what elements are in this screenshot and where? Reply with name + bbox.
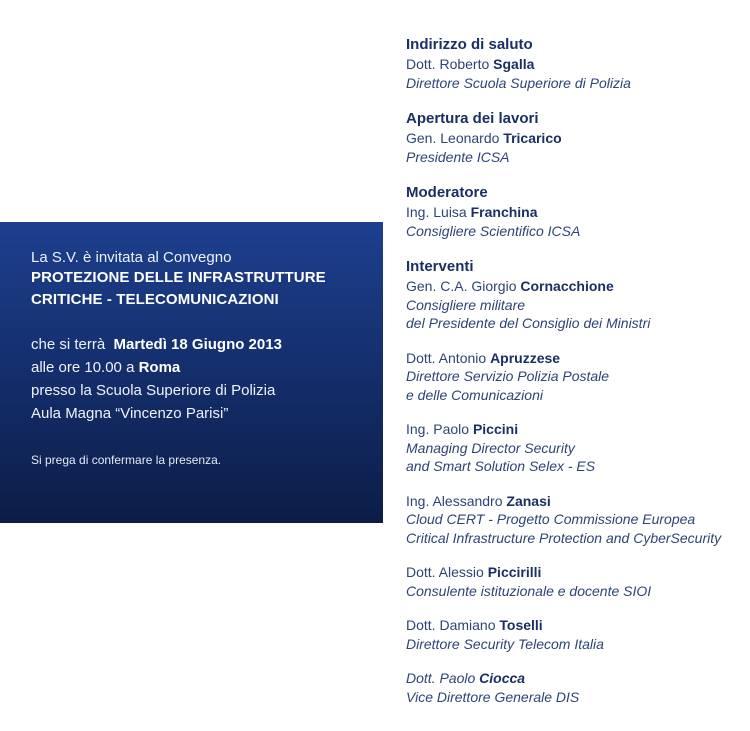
event-time-line: [31, 356, 383, 379]
speaker-title: Ing. Luisa: [406, 204, 467, 220]
speaker-surname: Apruzzese: [490, 349, 561, 366]
speaker-title: Gen. C.A. Giorgio: [406, 278, 517, 294]
invitation-panel: [0, 222, 383, 523]
speaker-title: Ing. Alessandro: [406, 492, 503, 509]
speaker-role: Direttore Servizio Polizia Postale: [406, 368, 610, 384]
speaker-role: Presidente ICSA: [406, 148, 510, 165]
speaker-item: [406, 277, 746, 333]
speaker-item: [406, 349, 746, 405]
speaker-title: Ing. Paolo: [406, 421, 470, 437]
speaker-surname: Zanasi: [506, 492, 551, 509]
talks-heading: Interventi: [406, 258, 474, 275]
opening-heading: Apertura dei lavori: [406, 110, 539, 127]
speaker-surname: Sgalla: [493, 56, 535, 72]
speaker-surname: Piccini: [472, 421, 519, 437]
speaker-surname: Toselli: [499, 617, 543, 633]
greeting-heading: Indirizzo di saluto: [406, 36, 533, 53]
speaker-role-continued: del Presidente del Consiglio dei Ministri: [406, 315, 651, 331]
speaker-role: Consulente istituzionale e docente SIOI: [406, 582, 652, 599]
speaker-title: Dott. Antonio: [406, 349, 487, 366]
speaker-role: Consigliere Scientifico ICSA: [406, 222, 581, 239]
talks-section: [406, 256, 746, 706]
speaker-role: Consigliere militare: [406, 296, 526, 313]
speaker-name: [406, 420, 746, 439]
conference-title-line1: PROTEZIONE DELLE INFRASTRUTTURE: [31, 269, 326, 286]
speaker-role-continued: and Smart Solution Selex - ES: [406, 458, 596, 474]
speaker-title: Dott. Paolo: [406, 670, 476, 686]
moderator-speaker: [406, 203, 746, 222]
time-prefix: alle ore 10.00 a: [31, 359, 135, 376]
speaker-role-continued: Critical Infrastructure Protection and CyberSecurity: [406, 529, 722, 546]
speaker-title: Dott. Damiano: [406, 617, 496, 633]
speaker-title: Gen. Leonardo: [406, 130, 500, 146]
speaker-name: [406, 669, 746, 688]
program-list: [406, 34, 746, 722]
speaker-surname: Piccirilli: [487, 564, 542, 580]
speaker-item: [406, 616, 746, 653]
speaker-name: [406, 277, 746, 296]
conference-title: [31, 267, 383, 311]
moderator-heading: Moderatore: [406, 184, 488, 201]
speaker-surname: Cornacchione: [520, 278, 614, 294]
greeting-speaker: [406, 55, 746, 74]
rsvp-note: Si prega di confermare la presenza.: [31, 453, 222, 467]
event-details: [31, 333, 383, 425]
speaker-name: [406, 563, 746, 582]
invitation-intro: La S.V. è invitata al Convegno: [31, 249, 232, 266]
date-prefix: che si terrà: [31, 336, 106, 353]
event-room: Aula Magna “Vincenzo Parisi”: [31, 405, 229, 422]
event-date-line: [31, 333, 383, 356]
speaker-role: Cloud CERT - Progetto Commissione Europea: [406, 511, 696, 527]
speaker-surname: Franchina: [470, 204, 538, 220]
event-venue: presso la Scuola Superiore di Polizia: [31, 382, 276, 399]
moderator-section: [406, 182, 746, 240]
speaker-name: [406, 616, 746, 635]
speaker-item: [406, 492, 746, 548]
speaker-item: [406, 669, 746, 706]
speaker-role-continued: e delle Comunicazioni: [406, 386, 543, 403]
speaker-role: Managing Director Security: [406, 439, 575, 456]
speaker-item: [406, 563, 746, 600]
speaker-name: [406, 492, 746, 511]
opening-section: [406, 108, 746, 166]
speaker-surname: Tricarico: [503, 130, 562, 146]
event-city: Roma: [138, 359, 181, 376]
speaker-surname: Ciocca: [479, 670, 526, 686]
speaker-title: Dott. Alessio: [406, 564, 484, 580]
speaker-role: Direttore Security Telecom Italia: [406, 635, 604, 652]
speaker-item: [406, 420, 746, 476]
speaker-role: Direttore Scuola Superiore di Polizia: [406, 74, 631, 91]
event-date: Martedì 18 Giugno 2013: [113, 336, 282, 353]
greeting-section: [406, 34, 746, 92]
speaker-title: Dott. Roberto: [406, 56, 490, 72]
speaker-name: [406, 349, 746, 368]
conference-title-line2: CRITICHE - TELECOMUNICAZIONI: [31, 291, 279, 308]
opening-speaker: [406, 129, 746, 148]
speaker-role: Vice Direttore Generale DIS: [406, 688, 580, 705]
